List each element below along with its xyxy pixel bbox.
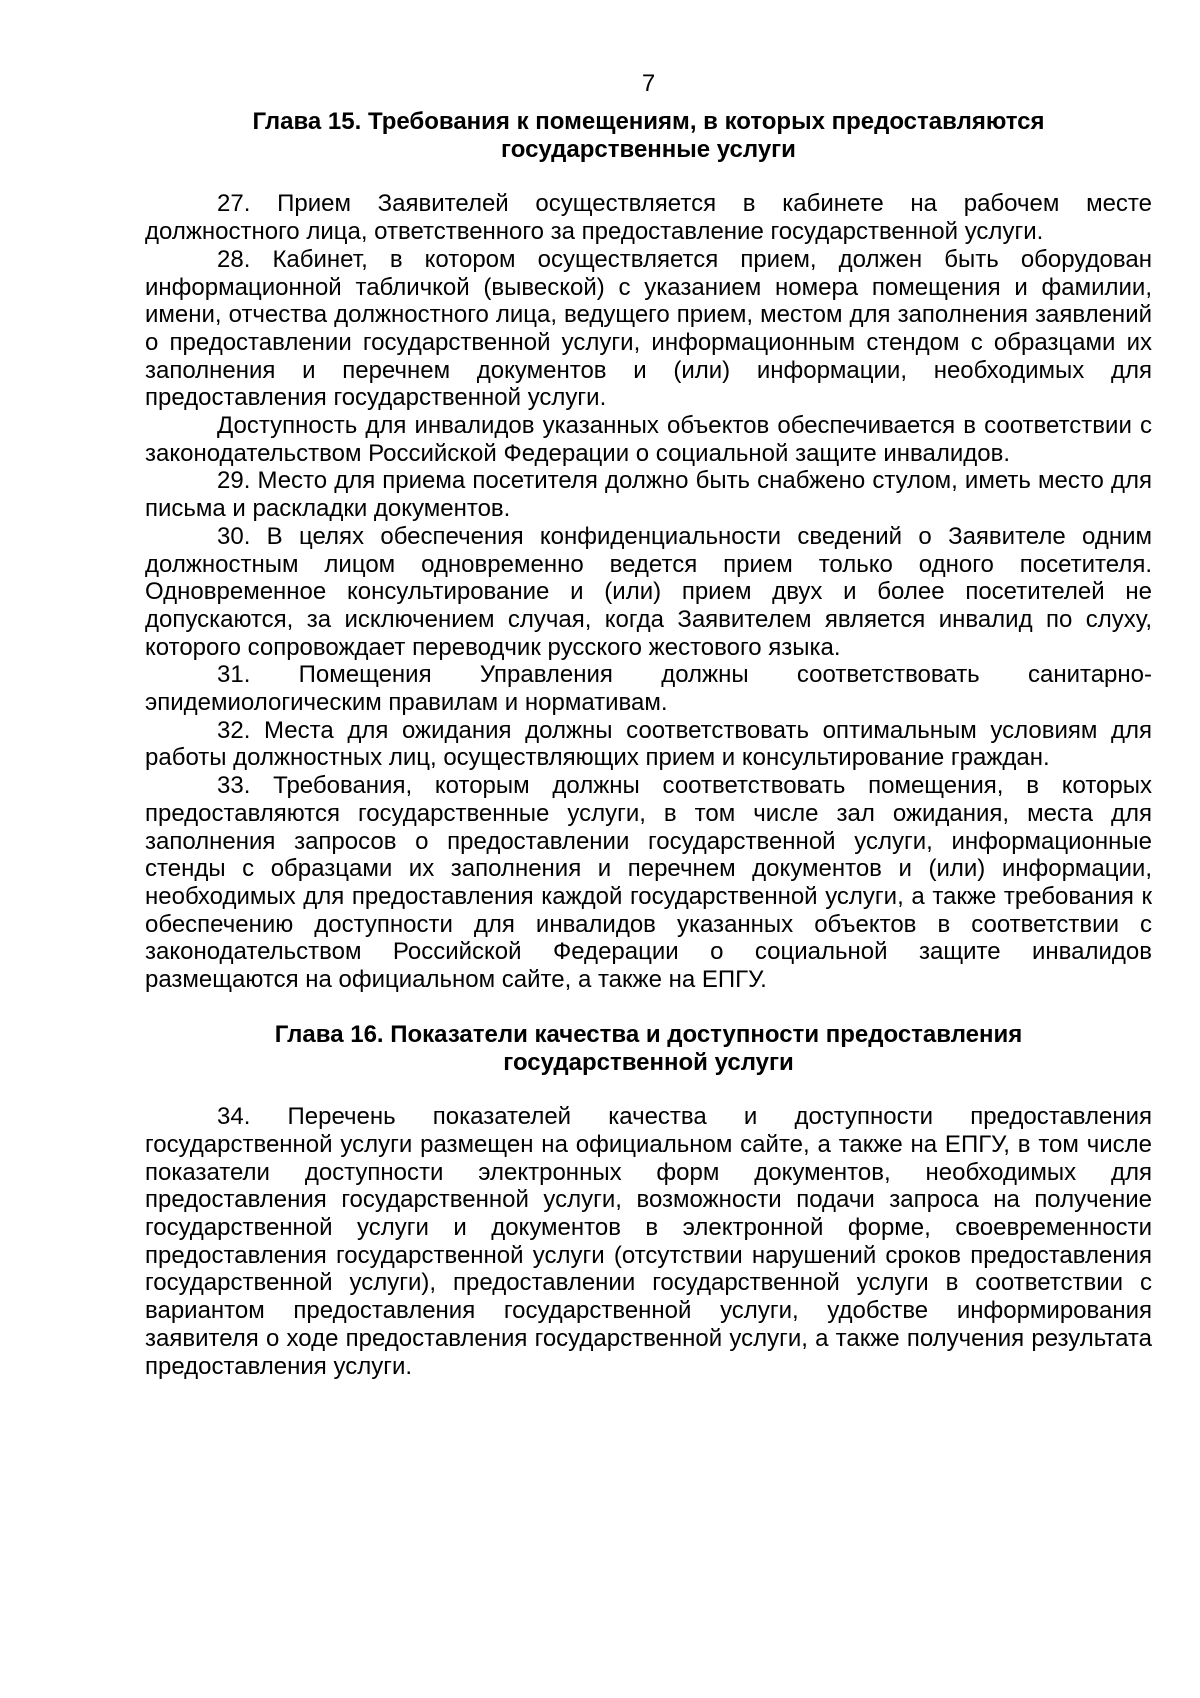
paragraph-32: 32. Места для ожидания должны соответствовать оптимальным условиям для работы должностных лиц, осуществляющих прием и консультирование граждан. [145,716,1152,772]
chapter-15-title: Глава 15. Требования к помещениям, в которых предоставляются государственные услуги [252,108,1045,163]
paragraph-33: 33. Требования, которым должны соответствовать помещения, в которых предоставляются государственные услуги, в том числе зал ожидания, места для заполнения запросов о предоставлении государственной услуги, информационные стенды с образцами их заполнения и перечнем документов и (или) информации, необходимых для предоставления каждой государственной услуги, а также требования к обеспечению доступности для инвалидов указанных объектов в соответствии с законодательством Российской Федерации о социальной защите инвалидов размещаются на официальном сайте, а также на ЕПГУ. [145,772,1152,994]
paragraph-34: 34. Перечень показателей качества и доступности предоставления государственной услуги размещен на официальном сайте, а также на ЕПГУ, в том числе показатели доступности электронных форм документов, необходимых для предоставления государственной услуги, возможности подачи запроса на получение государственной услуги и документов в электронной форме, своевременности предоставления государственной услуги (отсутствии нарушений сроков предоставления государственной услуги), предоставлении государственной услуги в соответствии с вариантом предоставления государственной услуги, удобстве информирования заявителя о ходе предоставления государственной услуги, а также получения результата предоставления услуги. [145,1103,1152,1380]
chapter-16-body [145,1103,1152,1380]
paragraph-30: 30. В целях обеспечения конфиденциальности сведений о Заявителе одним должностным лицом одновременно ведется прием только одного посетителя. Одновременное консультирование и (или) прием двух и более посетителей не допускаются, за исключением случая, когда Заявителем является инвалид по слуху, которого сопровождает переводчик русского жестового языка. [145,522,1152,661]
chapter-15-body [145,190,1152,993]
paragraph-31: 31. Помещения Управления должны соответствовать санитарно-эпидемиологическим правилам и нормативам. [145,661,1152,717]
paragraph-29: 29. Место для приема посетителя должно быть снабжено стулом, иметь место для письма и раскладки документов. [145,467,1152,523]
paragraph-28: 28. Кабинет, в котором осуществляется прием, должен быть оборудован информационной табличкой (вывеской) с указанием номера помещения и фамилии, имени, отчества должностного лица, ведущего прием, местом для заполнения заявлений о предоставлении государственной услуги, информационным стендом с образцами их заполнения и перечнем документов и (или) информации, необходимых для предоставления государственной услуги. [145,245,1152,412]
document-page [145,70,1152,1380]
paragraph-27: 27. Прием Заявителей осуществляется в кабинете на рабочем месте должностного лица, ответственного за предоставление государственной услуги. [145,190,1152,246]
chapter-16-title: Глава 16. Показатели качества и доступности предоставления государственной услуги [274,1020,1023,1076]
page-number: 7 [641,70,656,97]
paragraph-accessibility: Доступность для инвалидов указанных объектов обеспечивается в соответствии с законодательством Российской Федерации о социальной защите инвалидов. [145,412,1152,467]
